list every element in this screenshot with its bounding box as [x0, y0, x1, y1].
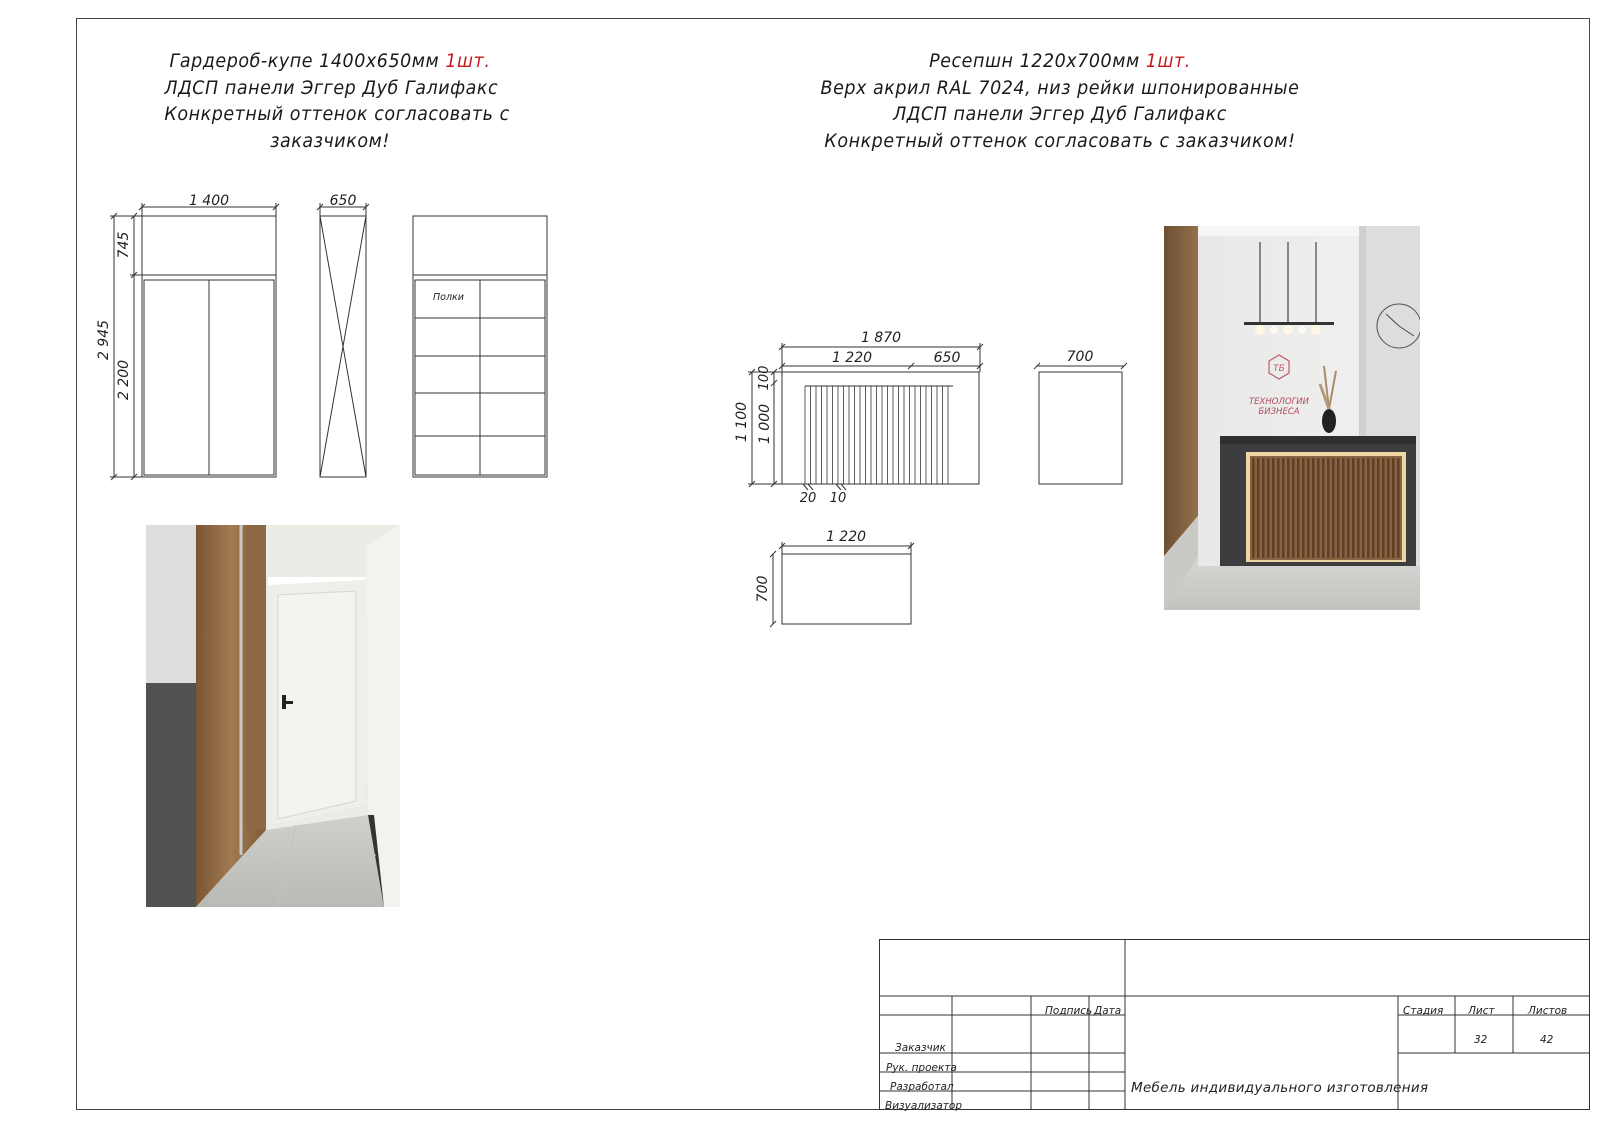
render-slat [1252, 458, 1255, 558]
wardrobe-render-image [146, 525, 400, 907]
tb-row-visualizer: Визуализатор [885, 1100, 963, 1112]
render-slat [1327, 458, 1330, 558]
wardrobe-title: Гардероб-купе 1400х650мм [169, 50, 446, 72]
reception-front-outline [782, 372, 979, 484]
dim-leader [808, 484, 813, 490]
wardrobe-note-line-2: ЛДСП панели Эггер Дуб Галифакс [164, 76, 499, 99]
reception-side-view [1034, 349, 1127, 484]
dim-top-thickness: 100 [757, 365, 772, 391]
dim-leader [836, 484, 841, 490]
wardrobe-side-view [317, 193, 369, 477]
wardrobe-note-line-4: заказчиком! [270, 129, 390, 152]
render-slat [1257, 458, 1260, 558]
tb-row-developed: Разработал [890, 1081, 954, 1093]
render-slat [1367, 458, 1370, 558]
wardrobe-note-line-3: Конкретный оттенок согласовать с [164, 103, 510, 125]
dim-plan-width: 1 220 [825, 529, 867, 545]
render-slat [1332, 458, 1335, 558]
reception-note-line-3: ЛДСП панели Эггер Дуб Галифакс [893, 103, 1227, 125]
render-slat [1302, 458, 1305, 558]
render-slat [1292, 458, 1295, 558]
dim-slat-gap: 20 [799, 491, 817, 506]
render-logo-mark: ТБ [1273, 364, 1285, 374]
render-slat [1272, 458, 1275, 558]
tb-row-project-lead: Рук. проекта [886, 1062, 957, 1074]
render-slat [1387, 458, 1390, 558]
wardrobe-interior-view [413, 216, 547, 477]
tb-date-label: Дата [1094, 1005, 1122, 1017]
render-slat [1397, 458, 1400, 558]
tb-signature-label: Подпись [1045, 1005, 1093, 1017]
dim-front-width: 1 220 [831, 350, 873, 366]
reception-note-line-2: Верх акрил RAL 7024, низ рейки шпонированные [820, 76, 1300, 99]
render-slat [1317, 458, 1320, 558]
reception-render-image [1164, 226, 1420, 610]
tb-sheet-number: 32 [1474, 1034, 1488, 1046]
render-slat [1377, 458, 1380, 558]
render-slat [1347, 458, 1350, 558]
dim-overall-width: 1 870 [860, 330, 902, 346]
dim-top-height: 745 [116, 231, 132, 259]
reception-quantity: 1шт. [1145, 50, 1191, 72]
render-slat [1307, 458, 1310, 558]
dim-leader [803, 484, 808, 490]
render-logo-line-1: ТЕХНОЛОГИИ [1248, 397, 1310, 407]
dim-total-height: 2 945 [96, 319, 112, 361]
reception-plan-outline [782, 554, 911, 624]
render-slat [1392, 458, 1395, 558]
render-logo-line-2: БИЗНЕСА [1258, 407, 1300, 417]
dim-side-width: 650 [933, 350, 961, 366]
render-slat [1267, 458, 1270, 558]
render-slat [1312, 458, 1315, 558]
reception-plan-view [755, 529, 914, 627]
render-slat [1297, 458, 1300, 558]
render-slat [1287, 458, 1290, 558]
tb-title: Мебель индивидуального изготовления [1131, 1080, 1429, 1096]
tb-row-customer: Заказчик [895, 1042, 946, 1054]
dim-slat-width: 10 [829, 491, 847, 506]
dim-wardrobe-depth: 650 [329, 193, 357, 209]
render-slat [1357, 458, 1360, 558]
tb-sheets-label: Листов [1528, 1005, 1568, 1017]
wardrobe-render-svg [146, 525, 400, 907]
shelves-label: Полки [433, 292, 464, 303]
render-slat [1337, 458, 1340, 558]
render-slat [1282, 458, 1285, 558]
render-slat [1382, 458, 1385, 558]
reception-title: Ресепшн 1220х700мм [929, 50, 1146, 72]
reception-note-line-4: Конкретный оттенок согласовать с заказчиком! [824, 129, 1296, 152]
render-slat [1322, 458, 1325, 558]
dim-side-depth: 700 [1066, 349, 1094, 365]
wardrobe-quantity: 1шт. [445, 50, 491, 72]
reception-render-svg [1164, 226, 1420, 610]
tb-sheets-total: 42 [1540, 1034, 1554, 1046]
wardrobe-front-view [96, 193, 279, 480]
dim-wardrobe-width: 1 400 [188, 193, 230, 209]
dim-reception-height: 1 100 [734, 401, 750, 443]
reception-side-outline [1039, 372, 1122, 484]
dim-door-height: 2 200 [116, 359, 132, 401]
dim-leader [841, 484, 846, 490]
tb-sheet-label: Лист [1468, 1005, 1495, 1017]
reception-front-view [0, 0, 983, 506]
render-slat [1342, 458, 1345, 558]
render-slat [1277, 458, 1280, 558]
render-slat [1352, 458, 1355, 558]
reception-slats [0, 0, 953, 484]
render-slat [1372, 458, 1375, 558]
tb-stage-label: Стадия [1403, 1005, 1444, 1017]
dim-body-height: 1 000 [757, 403, 773, 445]
render-slat [1362, 458, 1365, 558]
render-slat [1262, 458, 1265, 558]
dim-plan-depth: 700 [755, 575, 771, 603]
